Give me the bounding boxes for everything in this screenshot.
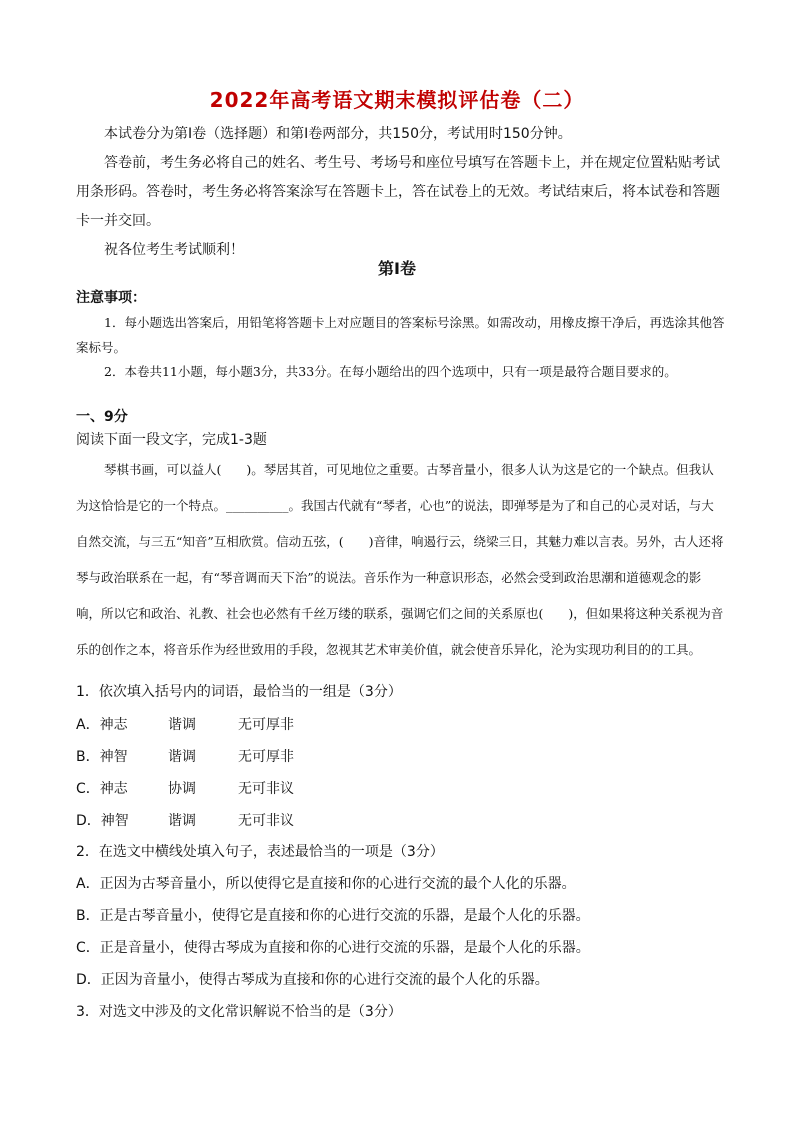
notes-heading: 注意事项：	[76, 290, 146, 306]
option-word-2: 协调	[168, 781, 196, 797]
option-word-1: A．神志	[76, 717, 128, 733]
intro-line-2: 答卷前，考生务必将自己的姓名、考生号、考场号和座位号填写在答题卡上，并在规定位置粘贴考试用条形码。答卷时，考生务必将答案涂写在答题卡上，答在试卷上的无效。考试结束后，将本试卷和答题卡一并交回。	[76, 155, 720, 229]
notes-item-2: 2．本卷共11小题，每小题3分，共33分。在每小题给出的四个选项中，只有一项是最符合题目要求的。	[104, 364, 677, 379]
option-word-1: B．神智	[76, 749, 128, 765]
question-1-stem: 1．依次填入括号内的词语，最恰当的一组是（3分）	[76, 684, 402, 700]
exam-title: 2022年高考语文期末模拟评估卷（二）	[209, 88, 585, 112]
question-2-stem: 2．在选文中横线处填入句子，表述最恰当的一项是（3分）	[76, 844, 444, 860]
option-word-1: D．神智	[76, 813, 129, 829]
option-word-1: C．神志	[76, 781, 128, 797]
section-title: 第Ⅰ卷	[378, 259, 416, 278]
option-word-3: 无可厚非	[238, 717, 294, 733]
question-2-option-d: D．正因为音量小，使得古琴成为直接和你的心进行交流的最个人化的乐器。	[76, 972, 549, 988]
intro-line-3: 祝各位考生考试顺利！	[104, 242, 244, 258]
option-word-2: 谐调	[168, 749, 196, 765]
question-2-option-a: A．正因为古琴音量小，所以使得它是直接和你的心进行交流的最个人化的乐器。	[76, 876, 576, 892]
question-2-option-c: C．正是音量小，使得古琴成为直接和你的心进行交流的乐器，是最个人化的乐器。	[76, 940, 590, 956]
option-word-3: 无可厚非	[238, 749, 294, 765]
option-word-3: 无可非议	[238, 781, 294, 797]
option-word-3: 无可非议	[238, 813, 294, 829]
question-2-option-b: B．正是古琴音量小，使得它是直接和你的心进行交流的乐器，是最个人化的乐器。	[76, 908, 590, 924]
intro-line-1: 本试卷分为第Ⅰ卷（选择题）和第Ⅰ卷两部分，共150分，考试用时150分钟。	[104, 126, 572, 142]
part1-instruction: 阅读下面一段文字，完成1-3题	[76, 432, 267, 448]
option-word-2: 谐调	[168, 813, 196, 829]
reading-passage: 琴棋书画，可以益人( )。琴居其首，可见地位之重要。古琴音量小，很多人认为这是它的一个缺点。但我认为这恰恰是它的一个特点。__________。我国古代就有“琴者，心也”的说法，即弹琴是为了和自己的心灵对话，与大自然交流，与三五“知音”互相欣赏。信动五弦，( )音律，响遏行云，绕梁三日，其魅力难以言表。另外，古人还将琴与政治联系在一起，有“琴音调而天下治”的说法。音乐作为一种意识形态，必然会受到政治思潮和道德观念的影响，所以它和政治、礼教、社会也必然有千丝万缕的联系，强调它们之间的关系原也( )，但如果将这种关系视为音乐的创作之本，将音乐作为经世致用的手段，忽视其艺术审美价值，就会使音乐异化，沦为实现功利目的的工具。	[76, 462, 724, 657]
option-word-2: 谐调	[168, 717, 196, 733]
notes-item-1: 1．每小题选出答案后，用铅笔将答题卡上对应题目的答案标号涂黑。如需改动，用橡皮擦干净后，再选涂其他答案标号。	[76, 315, 725, 355]
part1-heading: 一、9分	[76, 409, 128, 425]
question-3-stem: 3．对选文中涉及的文化常识解说不恰当的是（3分）	[76, 1004, 402, 1020]
